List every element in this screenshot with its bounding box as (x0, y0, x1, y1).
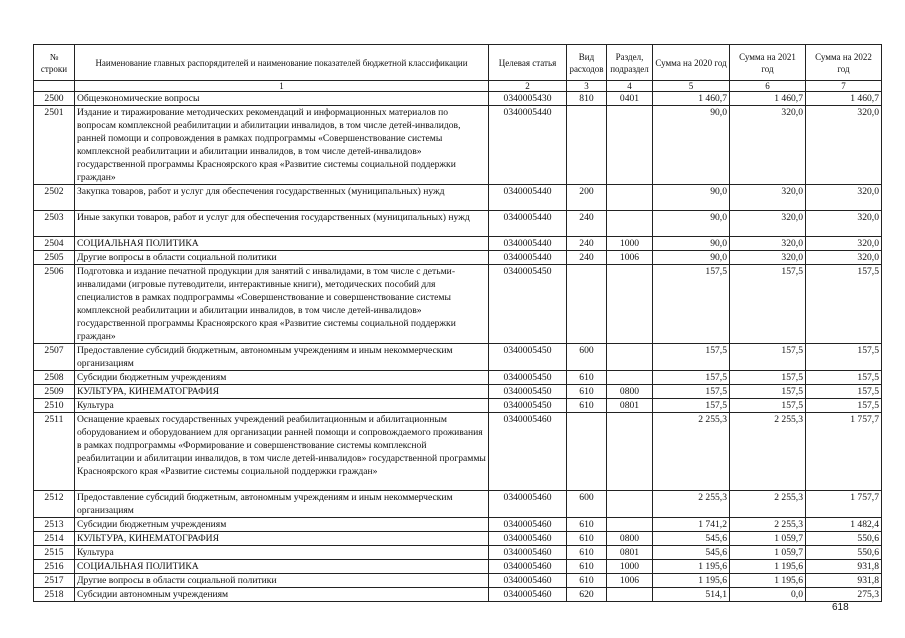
row-number: 2502 (34, 185, 75, 211)
row-number: 2514 (34, 532, 75, 546)
page-number: 618 (832, 602, 849, 613)
row-sum-2021: 1 460,7 (730, 92, 806, 106)
row-expense-type: 240 (567, 251, 607, 265)
row-sum-2021: 1 195,6 (730, 574, 806, 588)
row-sum-2022: 320,0 (806, 211, 882, 237)
row-sum-2020: 157,5 (653, 371, 730, 385)
row-expense-type: 610 (567, 546, 607, 560)
row-sum-2022: 550,6 (806, 546, 882, 560)
row-target: 0340005460 (489, 546, 567, 560)
row-sum-2021: 2 255,3 (730, 491, 806, 518)
row-sum-2022: 1 757,7 (806, 413, 882, 491)
table-row (34, 546, 882, 560)
row-sum-2021: 157,5 (730, 399, 806, 413)
row-target: 0340005440 (489, 251, 567, 265)
row-sum-2020: 90,0 (653, 251, 730, 265)
row-number: 2507 (34, 344, 75, 371)
row-sum-2022: 157,5 (806, 399, 882, 413)
row-sum-2020: 157,5 (653, 265, 730, 344)
column-number: 6 (730, 81, 806, 92)
row-section: 1000 (607, 237, 653, 251)
table-row (34, 211, 882, 237)
row-sum-2022: 550,6 (806, 532, 882, 546)
row-expense-type: 810 (567, 92, 607, 106)
column-number: 4 (607, 81, 653, 92)
row-section (607, 371, 653, 385)
row-sum-2021: 1 059,7 (730, 546, 806, 560)
row-sum-2021: 320,0 (730, 211, 806, 237)
row-target: 0340005460 (489, 532, 567, 546)
row-section (607, 518, 653, 532)
row-expense-type: 610 (567, 518, 607, 532)
row-number: 2508 (34, 371, 75, 385)
table-row (34, 491, 882, 518)
row-target: 0340005440 (489, 185, 567, 211)
row-expense-type: 610 (567, 532, 607, 546)
header-name: Наименование главных распорядителей и наименование показателей бюджетной классификации (75, 45, 489, 81)
row-number: 2512 (34, 491, 75, 518)
row-section: 0801 (607, 546, 653, 560)
row-number: 2518 (34, 588, 75, 602)
row-sum-2020: 157,5 (653, 399, 730, 413)
table-row (34, 92, 882, 106)
row-expense-type: 240 (567, 211, 607, 237)
header-expense-type: Вид расходов (567, 45, 607, 81)
table-row (34, 185, 882, 211)
row-sum-2020: 157,5 (653, 344, 730, 371)
table-row (34, 237, 882, 251)
row-expense-type (567, 413, 607, 491)
row-target: 0340005460 (489, 518, 567, 532)
row-target: 0340005460 (489, 560, 567, 574)
row-sum-2021: 1 059,7 (730, 532, 806, 546)
row-target: 0340005450 (489, 265, 567, 344)
row-number: 2511 (34, 413, 75, 491)
row-expense-type: 610 (567, 371, 607, 385)
row-expense-type (567, 265, 607, 344)
row-number: 2504 (34, 237, 75, 251)
row-name: СОЦИАЛЬНАЯ ПОЛИТИКА (75, 560, 489, 574)
table-row (34, 385, 882, 399)
column-number: 1 (75, 81, 489, 92)
table-row (34, 518, 882, 532)
row-section: 1006 (607, 574, 653, 588)
row-name: Субсидии бюджетным учреждениям (75, 518, 489, 532)
row-section: 1000 (607, 560, 653, 574)
row-sum-2020: 1 195,6 (653, 560, 730, 574)
row-expense-type: 600 (567, 491, 607, 518)
row-number: 2517 (34, 574, 75, 588)
row-section (607, 491, 653, 518)
row-section: 1006 (607, 251, 653, 265)
table-row (34, 371, 882, 385)
row-section (607, 344, 653, 371)
column-number-blank (34, 81, 75, 92)
row-sum-2020: 157,5 (653, 385, 730, 399)
row-number: 2501 (34, 106, 75, 185)
row-sum-2021: 320,0 (730, 251, 806, 265)
row-target: 0340005450 (489, 344, 567, 371)
row-sum-2021: 157,5 (730, 371, 806, 385)
row-sum-2022: 157,5 (806, 371, 882, 385)
row-target: 0340005450 (489, 399, 567, 413)
row-section: 0800 (607, 385, 653, 399)
table-body (34, 92, 882, 602)
row-expense-type: 610 (567, 560, 607, 574)
row-expense-type: 240 (567, 237, 607, 251)
row-sum-2022: 931,8 (806, 560, 882, 574)
row-sum-2021: 157,5 (730, 265, 806, 344)
row-number: 2515 (34, 546, 75, 560)
row-sum-2022: 320,0 (806, 237, 882, 251)
row-target: 0340005440 (489, 211, 567, 237)
row-section (607, 106, 653, 185)
row-name: Общеэкономические вопросы (75, 92, 489, 106)
table-row (34, 106, 882, 185)
row-sum-2022: 157,5 (806, 344, 882, 371)
row-sum-2022: 320,0 (806, 251, 882, 265)
row-sum-2021: 2 255,3 (730, 518, 806, 532)
row-sum-2022: 320,0 (806, 106, 882, 185)
row-section (607, 185, 653, 211)
row-target: 0340005460 (489, 491, 567, 518)
row-target: 0340005440 (489, 237, 567, 251)
column-number: 3 (567, 81, 607, 92)
row-sum-2021: 1 195,6 (730, 560, 806, 574)
row-sum-2021: 0,0 (730, 588, 806, 602)
row-sum-2020: 2 255,3 (653, 491, 730, 518)
row-sum-2022: 1 460,7 (806, 92, 882, 106)
row-section (607, 413, 653, 491)
row-sum-2020: 514,1 (653, 588, 730, 602)
row-expense-type: 620 (567, 588, 607, 602)
row-target: 0340005430 (489, 92, 567, 106)
row-expense-type: 600 (567, 344, 607, 371)
row-target: 0340005450 (489, 385, 567, 399)
row-sum-2021: 320,0 (730, 106, 806, 185)
row-expense-type: 610 (567, 399, 607, 413)
row-name: Издание и тиражирование методических рекомендаций и информационных материалов по вопросам комплексной реабилитации и абилитации инвалидов, в том числе детей-инвалидов, ранней помощи и сопровождения в рамках подпрограммы «Совершенствование системы комплексной реабилитации и абилитации инвалидов, в том числе детей-инвалидов» государственной программы Красноярского края «Развитие системы социальной поддержки граждан» (75, 106, 489, 185)
row-target: 0340005460 (489, 574, 567, 588)
row-name: Культура (75, 399, 489, 413)
row-name: СОЦИАЛЬНАЯ ПОЛИТИКА (75, 237, 489, 251)
row-section: 0801 (607, 399, 653, 413)
row-sum-2022: 157,5 (806, 265, 882, 344)
header-target: Целевая статья (489, 45, 567, 81)
table-row (34, 574, 882, 588)
row-section (607, 265, 653, 344)
row-number: 2516 (34, 560, 75, 574)
row-sum-2021: 2 255,3 (730, 413, 806, 491)
row-sum-2020: 1 195,6 (653, 574, 730, 588)
row-section: 0401 (607, 92, 653, 106)
row-section (607, 211, 653, 237)
row-sum-2020: 90,0 (653, 211, 730, 237)
row-sum-2020: 90,0 (653, 237, 730, 251)
row-name: Другие вопросы в области социальной политики (75, 574, 489, 588)
column-number: 2 (489, 81, 567, 92)
row-name: Предоставление субсидий бюджетным, автономным учреждениям и иным некоммерческим организациям (75, 344, 489, 371)
row-sum-2020: 90,0 (653, 106, 730, 185)
row-sum-2020: 545,6 (653, 532, 730, 546)
row-sum-2021: 320,0 (730, 237, 806, 251)
row-name: Подготовка и издание печатной продукции для занятий с инвалидами, в том числе с детьми-инвалидами (игровые путеводители, интерактивные книги), методических пособий для специалистов в рамках подпрограммы «Совершенствование и совершенствование системы комплексной реабилитации и абилитации инвалидов, в том числе детей-инвалидов» государственной программы Красноярского края «Развитие системы социальной поддержки граждан» (75, 265, 489, 344)
row-name: Другие вопросы в области социальной политики (75, 251, 489, 265)
row-number: 2505 (34, 251, 75, 265)
row-section (607, 588, 653, 602)
row-name: Предоставление субсидий бюджетным, автономным учреждениям и иным некоммерческим организациям (75, 491, 489, 518)
table-row (34, 588, 882, 602)
row-number: 2500 (34, 92, 75, 106)
row-expense-type: 200 (567, 185, 607, 211)
header-row-no: № строки (34, 45, 75, 81)
row-sum-2022: 1 482,4 (806, 518, 882, 532)
budget-table-container (33, 44, 882, 602)
header-section: Раздел, подраздел (607, 45, 653, 81)
row-name: КУЛЬТУРА, КИНЕМАТОГРАФИЯ (75, 532, 489, 546)
table-row (34, 344, 882, 371)
column-number-row (34, 81, 882, 92)
table-row (34, 413, 882, 491)
header-row (34, 45, 882, 81)
row-sum-2020: 545,6 (653, 546, 730, 560)
row-name: Иные закупки товаров, работ и услуг для обеспечения государственных (муниципальных) нужд (75, 211, 489, 237)
row-target: 0340005460 (489, 588, 567, 602)
row-number: 2503 (34, 211, 75, 237)
row-name: Субсидии бюджетным учреждениям (75, 371, 489, 385)
row-name: Закупка товаров, работ и услуг для обеспечения государственных (муниципальных) нужд (75, 185, 489, 211)
row-name: КУЛЬТУРА, КИНЕМАТОГРАФИЯ (75, 385, 489, 399)
row-number: 2513 (34, 518, 75, 532)
header-sum-2021: Сумма на 2021 год (730, 45, 806, 81)
row-sum-2022: 157,5 (806, 385, 882, 399)
row-sum-2021: 157,5 (730, 344, 806, 371)
row-number: 2506 (34, 265, 75, 344)
table-row (34, 560, 882, 574)
row-target: 0340005460 (489, 413, 567, 491)
column-number: 5 (653, 81, 730, 92)
row-expense-type: 610 (567, 574, 607, 588)
table-row (34, 532, 882, 546)
row-sum-2022: 275,3 (806, 588, 882, 602)
row-name: Оснащение краевых государственных учреждений реабилитационным и абилитационным оборудованием и оборудованием для организации ранней помощи и сопровождаемого проживания в рамках подпрограммы «Формирование и совершенствование системы комплексной реабилитации и абилитации инвалидов, в том числе детей-инвалидов» государственной программы Красноярского края «Развитие системы социальной поддержки граждан» (75, 413, 489, 491)
row-expense-type (567, 106, 607, 185)
row-expense-type: 610 (567, 385, 607, 399)
row-sum-2020: 1 460,7 (653, 92, 730, 106)
row-sum-2020: 1 741,2 (653, 518, 730, 532)
budget-table (33, 44, 882, 602)
row-number: 2509 (34, 385, 75, 399)
row-name: Культура (75, 546, 489, 560)
row-sum-2022: 931,8 (806, 574, 882, 588)
row-target: 0340005440 (489, 106, 567, 185)
row-sum-2020: 90,0 (653, 185, 730, 211)
row-number: 2510 (34, 399, 75, 413)
table-row (34, 265, 882, 344)
row-sum-2022: 1 757,7 (806, 491, 882, 518)
column-number: 7 (806, 81, 882, 92)
row-sum-2021: 157,5 (730, 385, 806, 399)
row-section: 0800 (607, 532, 653, 546)
table-row (34, 251, 882, 265)
header-sum-2022: Сумма на 2022 год (806, 45, 882, 81)
row-target: 0340005450 (489, 371, 567, 385)
row-sum-2020: 2 255,3 (653, 413, 730, 491)
header-sum-2020: Сумма на 2020 год (653, 45, 730, 81)
row-sum-2022: 320,0 (806, 185, 882, 211)
table-row (34, 399, 882, 413)
row-name: Субсидии автономным учреждениям (75, 588, 489, 602)
row-sum-2021: 320,0 (730, 185, 806, 211)
